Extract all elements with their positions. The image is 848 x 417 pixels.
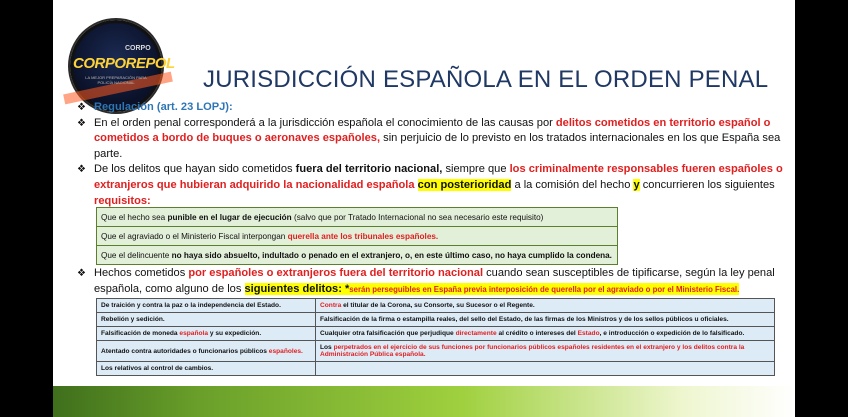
table-row bbox=[97, 327, 775, 341]
table-cell: Falsificación de la firma o estampilla reales, del sello del Estado, de las firmas de los Ministros y de los sellos públicos u oficiales. bbox=[316, 313, 775, 327]
bullet-regulacion bbox=[77, 100, 789, 116]
text: concurrieren los siguientes bbox=[639, 178, 775, 191]
table-cell: Los relativos al control de cambios. bbox=[97, 362, 316, 376]
table-row bbox=[97, 341, 775, 362]
table-cell: Rebelión y sedición. bbox=[97, 313, 316, 327]
diamond-bullet-icon: ❖ bbox=[77, 164, 86, 176]
logo-tagline: LA MEJOR PREPARACIÓN PARA POLICÍA NACIONAL bbox=[85, 75, 147, 85]
table-cell bbox=[316, 362, 775, 376]
regulacion-text: Regulación (art. 23 LOPJ): bbox=[94, 101, 233, 113]
table-cell: De traición y contra la paz o la independencia del Estado. bbox=[97, 299, 316, 313]
highlight-yellow: y bbox=[633, 178, 640, 191]
text: Hechos cometidos bbox=[94, 267, 189, 279]
requisitos-table bbox=[96, 207, 618, 265]
text: sin perjuicio de lo previsto en los tratados internacionales en los que España sea parte. bbox=[94, 132, 781, 160]
logo-brand: CORPOREPOL bbox=[73, 55, 175, 72]
highlight-red: requisitos: bbox=[94, 194, 151, 207]
text: siempre que bbox=[442, 163, 510, 176]
bold-text: fuera del territorio nacional, bbox=[295, 163, 443, 176]
table-cell: Que el hecho sea punible en el lugar de ejecución (salvo que por Tratado Internacional no sea necesario este requisito) bbox=[97, 208, 618, 227]
table-cell: Cualquier otra falsificación que perjudique directamente al crédito o intereses del Estado, e introducción o expedición de lo falsificado. bbox=[316, 327, 775, 341]
slide-title: JURISDICCIÓN ESPAÑOLA EN EL ORDEN PENAL bbox=[203, 66, 769, 93]
table-row bbox=[97, 313, 775, 327]
diamond-bullet-icon: ❖ bbox=[77, 117, 86, 129]
bullet-list bbox=[77, 100, 789, 209]
text: a la comisión del hecho bbox=[511, 178, 634, 191]
diamond-bullet-icon: ❖ bbox=[77, 102, 86, 113]
text: En el orden penal corresponderá a la jurisdicción española el conocimiento de las causas por bbox=[94, 116, 556, 129]
highlight-red: delitos cometidos en territorio español o cometidos a bordo de buques o aeronaves españoles, bbox=[94, 116, 771, 145]
table-cell: Los perpetrados en el ejercicio de sus funciones por funcionarios públicos españoles residentes en el extranjero y los delitos contra la Administración Pública española. bbox=[316, 341, 775, 362]
table-row bbox=[97, 299, 775, 313]
table-cell: Que el delincuente no haya sido absuelto, indultado o penado en el extranjero, o, en este último caso, no haya cumplido la condena. bbox=[97, 246, 618, 265]
table-row bbox=[97, 227, 618, 246]
bullet-hechos-text bbox=[77, 266, 789, 297]
table-row bbox=[97, 246, 618, 265]
text: De los delitos que hayan sido cometidos bbox=[94, 163, 296, 176]
highlight-yellow: siguientes delitos: *serán perseguibles en España previa interposición de querella por el agraviado o por el Ministerio Fiscal. bbox=[244, 282, 740, 295]
diamond-bullet-icon: ❖ bbox=[77, 268, 86, 279]
highlight-yellow: con posterioridad bbox=[417, 178, 512, 191]
table-cell: Que el agraviado o el Ministerio Fiscal interpongan querella ante los tribunales españoles. bbox=[97, 227, 618, 246]
table-row bbox=[97, 362, 775, 376]
table-cell: Atentado contra autoridades o funcionarios públicos españoles. bbox=[97, 341, 316, 362]
highlight-red: por españoles o extranjeros fuera del territorio nacional bbox=[188, 267, 484, 279]
table-row bbox=[97, 208, 618, 227]
bullet-hechos-cometidos bbox=[77, 266, 789, 297]
footer-gradient-bar bbox=[53, 386, 795, 417]
table-cell: Falsificación de moneda española y su expedición. bbox=[97, 327, 316, 341]
logo-badge: CORPO bbox=[125, 45, 151, 52]
delitos-table bbox=[96, 298, 775, 376]
slide bbox=[53, 0, 795, 417]
bullet-orden-penal bbox=[77, 116, 789, 163]
highlight-red: los criminalmente responsables fueren españoles o extranjeros que hubieran adquirido la nacionalidad española bbox=[94, 163, 783, 191]
bullet-fuera-territorio bbox=[77, 162, 789, 209]
text: cuando sean susceptibles de tipificarse, según la ley penal española, como alguno de los bbox=[94, 267, 775, 295]
table-cell: Contra el titular de la Corona, su Consorte, su Sucesor o el Regente. bbox=[316, 299, 775, 313]
